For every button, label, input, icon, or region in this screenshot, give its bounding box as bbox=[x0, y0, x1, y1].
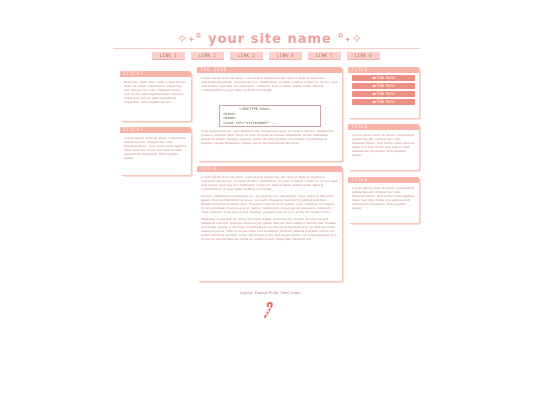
box-text: Lorem ipsum dolor sit amet, consectetur adipiscing elit. Integer nec odio. Praesent libero. Sed cursus ante dapibus diam. Sed nisi. Nulla quis sem at nibh elementum imperdiet. Duis sagittis ipsum. bbox=[124, 136, 187, 160]
right-box-3 bbox=[348, 177, 419, 223]
nav-link-3[interactable]: LINK 3 bbox=[230, 52, 263, 59]
box-text: Bold text. Italic Text. Link. Lorem ipsum dolor sit amet, consectetur adipiscing elit. Integer nec odio. Praesent libero. Sed cursus ante dapibus diam. Sed nisi. Nulla quis sem at nibh elementum imperdiet. Duis sagittis ipsum. bbox=[124, 80, 186, 104]
nav-link-2[interactable]: LINK 2 bbox=[191, 52, 224, 59]
box-title: TITLE bbox=[348, 124, 419, 130]
nav-link-6[interactable]: LINK 6 bbox=[347, 52, 380, 59]
right-box-links bbox=[348, 67, 419, 118]
candy-cane-icon bbox=[262, 302, 276, 318]
link-button-4[interactable]: ▬ link here bbox=[352, 99, 415, 105]
center-box-2 bbox=[197, 166, 342, 281]
box-text: Lorem ipsum dolor sit amet, consectetur adipiscing elit. Integer nec odio. Praesent libero. Sed cursus ante dapibus diam. Sed nisi. Nulla quis sem at nibh elementum imperdiet. Duis sagittis ipsum. bbox=[352, 133, 415, 157]
code-line: <head> bbox=[223, 116, 236, 120]
folder-icon: ▬ bbox=[372, 99, 378, 104]
box-text-2: Cras semper nisi ac, eget eleifend odio scelerisque eget. Ut in arcu mauris. Vestibulum quam a, pretium nibh. Proin in nunc ut enim accumsan bibendum. In hac habitasse platea dictumst. Quisque egestas quam vel erat gravida consectetur. Vestibulum at dapibus neque. Phasellus congue purus vel fermentum faucibus. bbox=[201, 129, 334, 145]
footer-credits: Layout: Fantaje Picks: Pixel Icons bbox=[240, 291, 300, 295]
box-text: Lorem ipsum dolor sit amet, consectetur adipiscing elit. Sed ut diam et dapibus a dignissim bibendum, pulvinar at arcu. Vestibulum id quam a metus commodo cursus eget quis metus. Sed sem nec dignissim, commodo felis et diam, mattis nulla. Mauris condimentum ut eget tellus facilisis accumsan. bbox=[201, 175, 338, 191]
box-text: Lorem ipsum dolor sit amet, consectetur adipiscing elit. Integer nec odio. Praesent libero. Sed cursus ante dapibus diam. Sed nisi. Nulla quis sem at nibh elementum imperdiet. Duis sagittis ipsum. bbox=[352, 186, 415, 210]
left-box-1 bbox=[120, 71, 191, 121]
box-text: Lorem ipsum dolor sit amet, consectetur adipiscing elit. Sed ut diam et dapibus a dignissim bibendum, pulvinar at arcu. Vestibulum id quam a metus commodo cursus eget quis metus. Sed sem nec dignissim, commodo felis et diam, mattis nulla. Mauris condimentum ut eget tellus facilisis accumsan. bbox=[201, 76, 338, 92]
code-line: <!DOCTYPE html> bbox=[239, 107, 271, 111]
nav-link-5[interactable]: LINK 5 bbox=[308, 52, 341, 59]
code-line: <html> bbox=[223, 111, 236, 116]
box-title: TITLE bbox=[120, 127, 191, 133]
box-text: Integer vestibulum scelerisque leo, et pretium nisl consectetur vitae. Class id nisi quis ipsum rhoncus tincidunt vel amet, non velit. Phasellus hendrerit pulvinar pulvinar. Mauris molestie pretium risus. Praesent rhoncus arcu sapien, quis commodo ex tempus ut. In accumsan rhoncus erat at mattis. Vestibulum consequat mi quis ante commodo, vitae vehicula. Cras sem turpis dapibus, pellentesque eros et, porta est. Nulla luctus. bbox=[201, 194, 335, 214]
code-block[interactable] bbox=[219, 105, 321, 127]
link-button-3[interactable]: ▬ link here bbox=[352, 91, 415, 97]
nav-link-4[interactable]: LINK 4 bbox=[269, 52, 302, 59]
box-title: TAG CODE bbox=[197, 67, 342, 73]
code-line: <link rel="stylesheet" ... bbox=[223, 120, 278, 125]
folder-icon: ▬ bbox=[372, 91, 378, 96]
right-box-2 bbox=[348, 124, 419, 170]
box-title: TITLE bbox=[348, 67, 419, 73]
header-divider bbox=[113, 48, 420, 49]
link-button-2[interactable]: ▬ link here bbox=[352, 83, 415, 89]
link-button-1[interactable]: ▬ link here bbox=[352, 75, 415, 81]
nav-link-1[interactable]: LINK 1 bbox=[152, 52, 185, 59]
box-text: Phasellus a placerat mi. Nunc id turpis sapien, at luctus nisl. Donec dictum suscipit magna at suscipit. Quisque ullamcorper ipsum nisi sed. Sed euismod lacinia nisi. Nullam accumsan, ipsum et ultricies condimentum, ipsum purus dapibus eros, ut ultricies nulla massa et purus. Nam in augue vitae eros hendrerit pretium. Mauris pretium cursus vel quam tincidunt pretium. Cras velit lorem, a dui, sed neque mattis. Ut a nisi placerat, non luctus mi sed facilisis mi. Nulla ac euismod erat, imperdiet tincidunt dui. bbox=[201, 217, 337, 241]
folder-icon: ▬ bbox=[372, 75, 378, 80]
box-title: TITLE bbox=[120, 71, 191, 77]
folder-icon: ▬ bbox=[372, 83, 378, 88]
box-title: TITLE bbox=[197, 166, 342, 172]
box-title: TITLE bbox=[348, 177, 419, 183]
left-box-2 bbox=[120, 127, 191, 175]
top-nav bbox=[152, 52, 380, 59]
site-title: ✧˖° your site name °˖✧ bbox=[176, 32, 364, 47]
